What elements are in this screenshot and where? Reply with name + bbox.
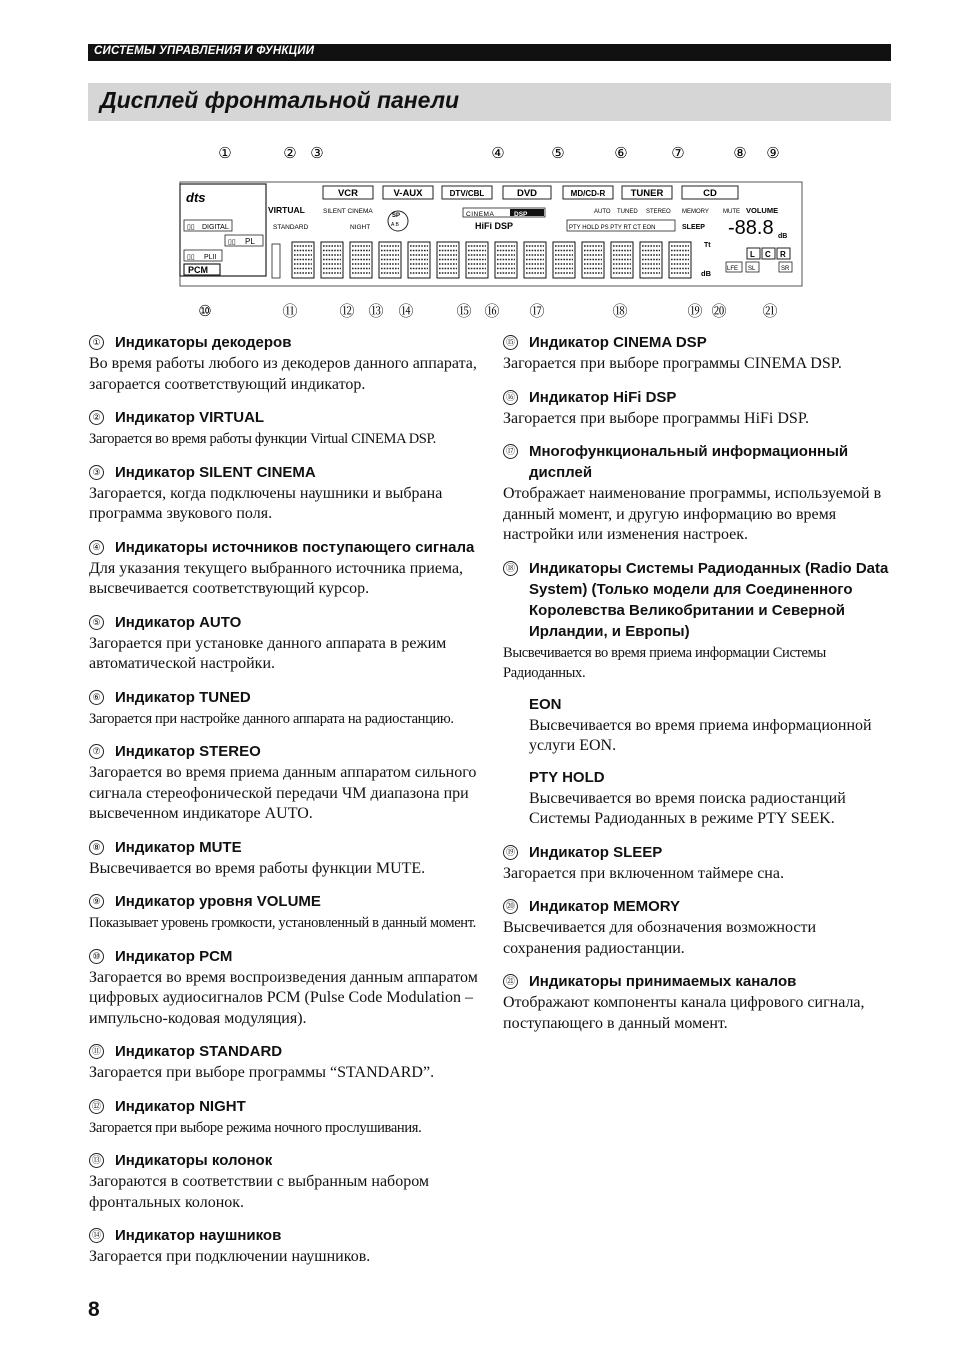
channel-c: C bbox=[765, 250, 771, 259]
callout-bottom-13: ⑬ bbox=[368, 303, 384, 320]
indicator-heading bbox=[89, 332, 481, 353]
channel-sr: SR bbox=[781, 266, 790, 272]
indicator-description: Загорается при выборе программы “STANDARD”. bbox=[89, 1064, 435, 1081]
sleep-label: SLEEP bbox=[682, 224, 705, 231]
tuned-label: TUNED bbox=[617, 209, 638, 215]
dts-logo: dts bbox=[186, 190, 206, 205]
page-title: Дисплей фронтальной панели bbox=[88, 83, 891, 121]
indicator-number: ⑥ bbox=[89, 690, 104, 705]
indicator-description: Для указания текущего выбранного источника приема, высвечивается соответствующий курсор. bbox=[89, 559, 464, 597]
indicator-title: Индикаторы источников поступающего сигнала bbox=[115, 538, 475, 556]
sp-label: SP bbox=[392, 213, 401, 219]
callout-bottom-18: ⑱ bbox=[612, 303, 628, 320]
callout-bottom-21: ㉑ bbox=[762, 303, 778, 320]
indicator-description: Отображают компоненты канала цифрового сигнала, поступающего в данный момент. bbox=[503, 994, 865, 1032]
indicator-item bbox=[89, 612, 481, 675]
section-header: СИСТЕМЫ УПРАВЛЕНИЯ И ФУНКЦИИ bbox=[88, 44, 891, 61]
indicator-item bbox=[503, 441, 895, 546]
indicator-heading bbox=[503, 842, 895, 863]
indicator-description: Высвечивается во время приема информации Системы Радиоданных. bbox=[503, 644, 826, 681]
indicator-title: Индикатор уровня VOLUME bbox=[115, 893, 321, 910]
callout-bottom-16: ⑯ bbox=[484, 303, 500, 320]
indicator-heading bbox=[89, 537, 481, 558]
indicator-description: Отображает наименование программы, используемой в данный момент, и другую информацию во время настройки или изменения настроек. bbox=[503, 485, 882, 543]
sub-indicator-description: Высвечивается во время приема информационной услуги EON. bbox=[529, 716, 872, 754]
indicator-item bbox=[503, 896, 895, 959]
stereo-label: STEREO bbox=[646, 209, 671, 215]
callout-bottom-17: ⑰ bbox=[529, 303, 545, 320]
tt-label: Tt bbox=[704, 242, 711, 249]
callout-bottom-20: ⑳ bbox=[711, 303, 727, 320]
dd-icon-2: ▯▯ bbox=[228, 239, 236, 246]
channel-lfe: LFE bbox=[727, 266, 739, 272]
indicator-item bbox=[89, 687, 481, 730]
source-indicators bbox=[323, 186, 738, 199]
callout-top-8: ⑧ bbox=[733, 145, 747, 162]
front-panel-diagram bbox=[170, 140, 810, 325]
indicator-heading bbox=[89, 1225, 481, 1246]
sub-indicator-title: PTY HOLD bbox=[529, 768, 605, 786]
cinema-label: CINEMA bbox=[466, 211, 495, 218]
sub-indicator-description: Высвечивается во время поиска радиостанций Системы Радиоданных в режиме PTY SEEK. bbox=[529, 789, 846, 827]
indicator-item bbox=[503, 332, 895, 375]
callout-top-1: ① bbox=[218, 145, 232, 162]
callouts-top bbox=[218, 145, 779, 162]
indicator-description: Во время работы любого из декодеров данного аппарата, загорается соответствующий индикатор. bbox=[89, 355, 477, 393]
indicator-heading bbox=[503, 558, 895, 642]
indicator-title: Индикаторы Системы Радиоданных (Radio Data System) (Только модели для Соединенного Королевства Великобритании и Северной Ирландии, и Европы) bbox=[529, 559, 889, 640]
multi-info-display bbox=[292, 242, 691, 278]
indicator-title: Индикатор AUTO bbox=[115, 613, 242, 631]
indicator-number: ⑤ bbox=[89, 615, 104, 630]
indicator-heading bbox=[503, 441, 895, 483]
indicator-title: Индикатор NIGHT bbox=[115, 1097, 246, 1115]
dd-icon-3: ▯▯ bbox=[187, 254, 195, 261]
callout-top-5: ⑤ bbox=[551, 145, 565, 162]
indicator-heading bbox=[503, 332, 895, 353]
indicator-item bbox=[89, 741, 481, 825]
indicator-number: ㉑ bbox=[503, 974, 518, 989]
channel-l: L bbox=[750, 250, 755, 259]
callout-top-7: ⑦ bbox=[671, 145, 685, 162]
source-tuner: TUNER bbox=[630, 188, 664, 199]
callout-top-6: ⑥ bbox=[614, 145, 628, 162]
indicator-heading bbox=[89, 1150, 481, 1171]
night-label: NIGHT bbox=[350, 224, 371, 231]
indicator-title: Индикатор HiFi DSP bbox=[529, 388, 677, 406]
indicator-number: ⑪ bbox=[89, 1044, 104, 1059]
indicator-heading bbox=[503, 387, 895, 408]
indicator-number: ⑨ bbox=[89, 894, 104, 909]
indicator-number: ① bbox=[89, 335, 104, 350]
indicator-description: Загорается во время приема данным аппаратом сильного сигнала стереофонической передачи ЧМ диапазона при высвеченном индикаторе AUTO. bbox=[89, 764, 477, 822]
indicator-description: Загорается при выборе программы HiFi DSP. bbox=[503, 409, 809, 427]
callouts-bottom bbox=[198, 303, 777, 320]
source-dtvcbl: DTV/CBL bbox=[449, 189, 485, 198]
dd-icon: ▯▯ bbox=[187, 224, 195, 231]
dd-digital-label: DIGITAL bbox=[202, 224, 229, 231]
indicator-title: Индикаторы колонок bbox=[115, 1152, 273, 1169]
volume-db-label: dB bbox=[778, 233, 788, 240]
callout-top-3: ③ bbox=[310, 145, 324, 162]
indicator-item bbox=[503, 971, 895, 1034]
indicator-description: Загорается, когда подключены наушники и выбрана программа звукового поля. bbox=[89, 484, 443, 522]
pl-label: PL bbox=[245, 237, 255, 246]
indicator-heading bbox=[89, 407, 481, 428]
ab-label: A B bbox=[391, 222, 399, 228]
indicator-heading bbox=[89, 462, 481, 483]
sub-indicator bbox=[529, 694, 895, 757]
left-column bbox=[89, 332, 481, 1280]
indicator-number: ⑯ bbox=[503, 390, 518, 405]
indicator-heading bbox=[89, 837, 481, 858]
indicator-title: Индикатор MUTE bbox=[115, 838, 242, 856]
source-vaux: V-AUX bbox=[393, 188, 423, 199]
indicator-item bbox=[89, 1225, 481, 1268]
callout-bottom-11: ⑪ bbox=[282, 303, 298, 320]
indicator-heading bbox=[503, 971, 895, 992]
indicator-number: ⑩ bbox=[89, 949, 104, 964]
rds-indicators: PTY HOLD PS PTY RT CT EON bbox=[569, 225, 656, 231]
standard-label: STANDARD bbox=[273, 224, 309, 231]
indicator-item bbox=[503, 387, 895, 430]
sub-indicator-title: EON bbox=[529, 695, 562, 713]
indicator-number: ⑫ bbox=[89, 1099, 104, 1114]
channel-r: R bbox=[780, 250, 786, 259]
callout-bottom-15: ⑮ bbox=[456, 303, 472, 320]
callout-top-2: ② bbox=[283, 145, 297, 162]
sub-indicator bbox=[529, 767, 895, 830]
volume-digits: -88.8 bbox=[728, 217, 774, 239]
level-bar bbox=[272, 244, 280, 278]
indicator-number: ⑧ bbox=[89, 840, 104, 855]
indicator-item bbox=[89, 837, 481, 880]
page-number: 8 bbox=[88, 1298, 100, 1321]
indicator-number: ⑱ bbox=[503, 561, 518, 576]
dsp-label: DSP bbox=[514, 211, 528, 218]
pl2-label: PLII bbox=[204, 254, 217, 261]
indicator-description: Загорается при включенном таймере сна. bbox=[503, 864, 784, 882]
callout-top-9: ⑨ bbox=[766, 145, 780, 162]
source-mdcdr: MD/CD-R bbox=[570, 189, 606, 198]
indicator-number: ② bbox=[89, 410, 104, 425]
memory-label: MEMORY bbox=[682, 209, 709, 215]
indicator-title: Индикатор SILENT CINEMA bbox=[115, 463, 316, 481]
indicator-title: Индикатор MEMORY bbox=[529, 898, 681, 915]
virtual-label: VIRTUAL bbox=[268, 205, 305, 215]
indicator-number: ⑮ bbox=[503, 335, 518, 350]
indicator-title: Индикатор PCM bbox=[115, 947, 233, 965]
pcm-label: PCM bbox=[188, 265, 208, 275]
indicator-title: Индикаторы принимаемых каналов bbox=[529, 973, 797, 990]
indicator-title: Индикатор STANDARD bbox=[115, 1043, 283, 1060]
indicator-item bbox=[89, 537, 481, 600]
indicator-number: ⑬ bbox=[89, 1153, 104, 1168]
indicator-description: Высвечивается во время работы функции MUTE. bbox=[89, 859, 426, 877]
indicator-item bbox=[89, 332, 481, 395]
indicator-description: Показывает уровень громкости, установленный в данный момент. bbox=[89, 915, 476, 931]
indicator-item bbox=[89, 1041, 481, 1084]
indicator-heading bbox=[503, 896, 895, 917]
indicator-item bbox=[503, 558, 895, 830]
indicator-title: Индикатор наушников bbox=[115, 1227, 282, 1244]
indicator-description: Загорается при установке данного аппарата в режим автоматической настройки. bbox=[89, 634, 447, 672]
channel-sl: SL bbox=[748, 266, 756, 272]
callout-bottom-19: ⑲ bbox=[687, 303, 703, 320]
indicator-title: Индикатор VIRTUAL bbox=[115, 409, 265, 426]
indicator-title: Индикатор CINEMA DSP bbox=[529, 334, 707, 351]
indicator-number: ③ bbox=[89, 465, 104, 480]
indicator-description: Загорается при настройке данного аппарата на радиостанцию. bbox=[89, 710, 454, 727]
indicator-item bbox=[89, 407, 481, 450]
indicator-description: Загорается во время воспроизведения данным аппаратом цифровых аудиосигналов PCM (Pulse Code Modulation – импульсно-кодовая модуляция). bbox=[89, 968, 478, 1027]
mute-label: MUTE bbox=[723, 209, 740, 215]
auto-label: AUTO bbox=[594, 209, 611, 215]
hifi-dsp-label: HiFi DSP bbox=[475, 221, 514, 231]
db-label: dB bbox=[701, 269, 711, 278]
indicator-number: ④ bbox=[89, 540, 104, 555]
callout-top-4: ④ bbox=[491, 145, 505, 162]
indicator-title: Индикатор STEREO bbox=[115, 743, 261, 760]
indicator-item bbox=[89, 1150, 481, 1213]
indicator-number: ⑦ bbox=[89, 744, 104, 759]
indicator-description: Загорается при выборе программы CINEMA DSP. bbox=[503, 355, 842, 372]
indicator-title: Индикатор SLEEP bbox=[529, 843, 663, 861]
indicator-description: Загорается при подключении наушников. bbox=[89, 1248, 371, 1265]
indicator-heading bbox=[89, 741, 481, 762]
source-dvd: DVD bbox=[516, 188, 538, 199]
indicator-number: ⑲ bbox=[503, 845, 518, 860]
indicator-heading bbox=[89, 946, 481, 967]
indicator-item bbox=[89, 1096, 481, 1139]
callout-bottom-14: ⑭ bbox=[398, 303, 414, 320]
indicator-heading bbox=[89, 687, 481, 708]
indicator-heading bbox=[89, 1096, 481, 1117]
indicator-heading bbox=[89, 1041, 481, 1062]
indicator-heading bbox=[89, 891, 481, 912]
indicator-heading bbox=[89, 612, 481, 633]
indicator-title: Индикаторы декодеров bbox=[115, 334, 292, 351]
indicator-number: ⑰ bbox=[503, 444, 518, 459]
indicator-title: Многофункциональный информационный дисплей bbox=[529, 443, 849, 481]
source-vcr: VCR bbox=[337, 188, 359, 199]
indicator-title: Индикатор TUNED bbox=[115, 688, 251, 706]
silent-cinema-label: SILENT CINEMA bbox=[323, 208, 373, 215]
right-column bbox=[503, 332, 895, 1046]
indicator-item bbox=[89, 891, 481, 934]
callout-bottom-12: ⑫ bbox=[339, 303, 355, 320]
indicator-item bbox=[503, 842, 895, 885]
indicator-number: ⑭ bbox=[89, 1228, 104, 1243]
indicator-item bbox=[89, 946, 481, 1030]
source-cd: CD bbox=[703, 188, 717, 199]
indicator-number: ⑳ bbox=[503, 899, 518, 914]
callout-bottom-10: ⑩ bbox=[198, 303, 212, 320]
indicator-description: Загораются в соответствии с выбранным набором фронтальных колонок. bbox=[89, 1173, 430, 1211]
indicator-item bbox=[89, 462, 481, 525]
indicator-description: Загорается во время работы функции Virtual CINEMA DSP. bbox=[89, 431, 436, 447]
volume-label: VOLUME bbox=[746, 206, 779, 215]
indicator-description: Высвечивается для обозначения возможности сохранения радиостанции. bbox=[503, 919, 817, 957]
indicator-description: Загорается при выборе режима ночного прослушивания. bbox=[89, 1119, 422, 1136]
